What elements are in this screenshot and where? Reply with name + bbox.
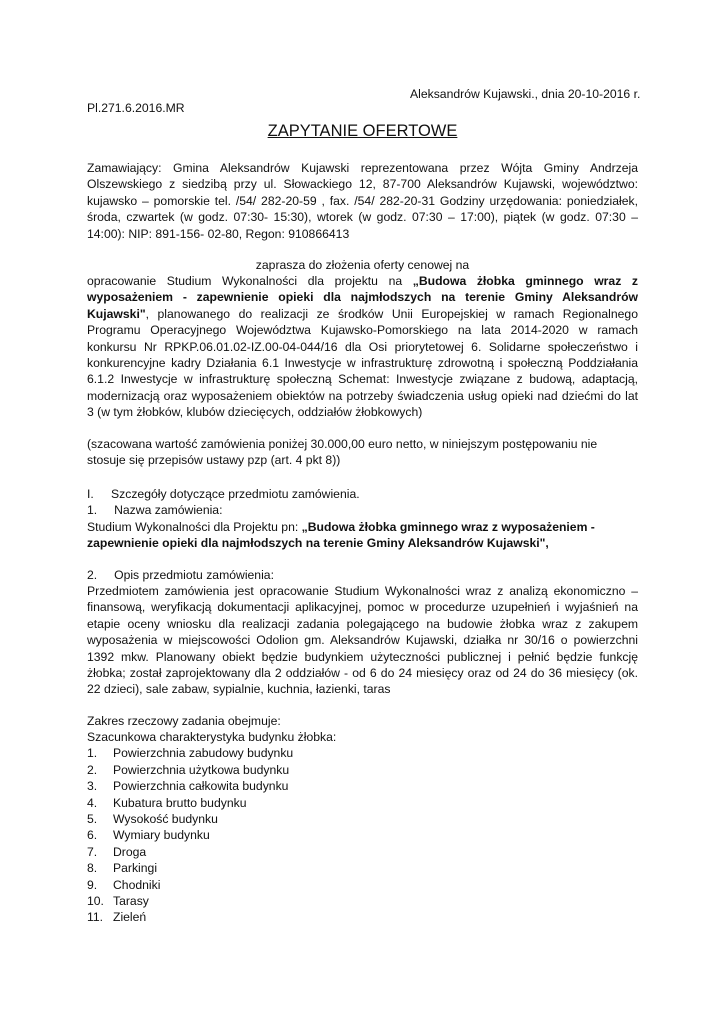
document-title: ZAPYTANIE OFERTOWE [267, 122, 458, 140]
scope-of-work-title: Zakres rzeczowy zadania obejmuje: [87, 714, 281, 728]
item-1-prefix: Studium Wykonalności dla Projektu pn: [87, 520, 302, 534]
list-item: 3. Powierzchnia całkowita budynku [87, 779, 289, 794]
item-1-label: 1. Nazwa zamówienia: [87, 503, 223, 517]
section-title: Szczegóły dotyczące przedmiotu zamówienia. [111, 487, 360, 501]
list-item: 5. Wysokość budynku [87, 811, 218, 826]
list-item: 2. Powierzchnia użytkowa budynku [87, 762, 290, 777]
date-line: Aleksandrów Kujawski., dnia 20-10-2016 r. [410, 87, 641, 101]
item-2-body: Przedmiotem zamówienia jest opracowanie Studium Wykonalności wraz z analizą ekonomiczno – finansową, weryfikacją dokumentacji aplikacyjnej, pomoc w procedurze uzupełnień i wyjaśnień na etapie oceny wniosku dla realizacji zadania polegającego na budowie żłobka wraz z zakupem wyposażenia w miejscowości Odolion gm. Aleksandrów Kujawski, działka nr 30/16 o powierzchni 1392 mkw. Planowany obiekt będzie budynkiem użyteczności publicznej i pełnić będzie funkcję żłobka; został zaprojektowany dla 2 oddziałów - od 6 do 24 miesięcy oraz od 24 do 36 miesięcy (ok. 22 dzieci), sale zabaw, sypialnie, kuchnia, łazienki, taras [87, 584, 638, 697]
list-item: 4. Kubatura brutto budynku [87, 795, 247, 810]
scope-prefix: opracowanie Studium Wykonalności dla projektu na [87, 274, 413, 288]
project-name: „Budowa żłobka gminnego wraz z wyposażeniem - zapewnienie opieki dla najmłodszych na terenie Gminy Aleksandrów Kujawski" [87, 274, 638, 321]
invitation-line: zaprasza do złożenia oferty cenowej na [255, 258, 470, 272]
list-item: 7. Droga [87, 844, 147, 859]
contracting-authority-paragraph: Zamawiający: Gmina Aleksandrów Kujawski reprezentowana przez Wójta Gminy Andrzeja Olszewskiego z siedzibą przy ul. Słowackiego 12, 87-700 Aleksandrów Kujawski, województwo: kujawsko – pomorskie tel. /54/ 282-20-59 , fax. /54/ 282-20-31 Godziny urzędowania: poniedziałek, środa, czwartek (w godz. 07:30- 15:30), wtorek (w godz. 07:30 – 17:00), piątek (w godz. 07:30 – 14:00): NIP: 891-156- 02-80, Regon: 910866413 [87, 161, 638, 241]
item-2-label: 2. Opis przedmiotu zamówienia: [87, 568, 274, 582]
scope-paragraph [87, 273, 638, 421]
list-item: 8. Parkingi [87, 861, 158, 876]
list-item: 6. Wymiary budynku [87, 828, 210, 843]
list-item: 10. Tarasy [87, 893, 149, 908]
list-item: 11. Zieleń [87, 910, 147, 925]
estimated-value-note: (szacowana wartość zamówienia poniżej 30.000,00 euro netto, w niniejszym postępowaniu nie stosuje się przepisów ustawy pzp (art. 4 pkt 8)) [87, 437, 598, 468]
section-heading-1 [87, 486, 638, 502]
list-item: 1. Powierzchnia zabudowy budynku [87, 746, 294, 761]
building-characteristics-heading: Szacunkowa charakterystyka budynku żłobka: [87, 730, 337, 744]
reference-number: Pl.271.6.2016.MR [87, 101, 185, 115]
scope-suffix: , planowanego do realizacji ze środków Unii Europejskiej w ramach Regionalnego Programu Operacyjnego Województwa Kujawsko-Pomorskiego na lata 2014-2020 w ramach konkursu Nr RPKP.06.01.02-IZ.00-04-044/16 dla Osi priorytetowej 6. Solidarne społeczeństwo i konkurencyjne kadry Działania 6.1 Inwestycje w infrastrukturę zdrowotną i społeczną Poddziałania 6.1.2 Inwestycje w infrastrukturę społeczną Schemat: Inwestycje związane z budową, adaptacją, modernizacją oraz wyposażeniem obiektów na potrzeby świadczenia usług opieki nad dziećmi do lat 3 (w tym żłobków, klubów dziecięcych, oddziałów żłobkowych) [87, 306, 638, 420]
list-item: 9. Chodniki [87, 877, 161, 892]
building-characteristics-list [87, 729, 638, 926]
scope-of-work-heading [87, 713, 638, 729]
item-1-project-name: „Budowa żłobka gminnego wraz z wyposażeniem - zapewnienie opieki dla najmłodszych na terenie Gminy Aleksandrów Kujawski", [87, 520, 595, 551]
item-1-value [87, 519, 638, 552]
section-number: I. [87, 487, 94, 501]
